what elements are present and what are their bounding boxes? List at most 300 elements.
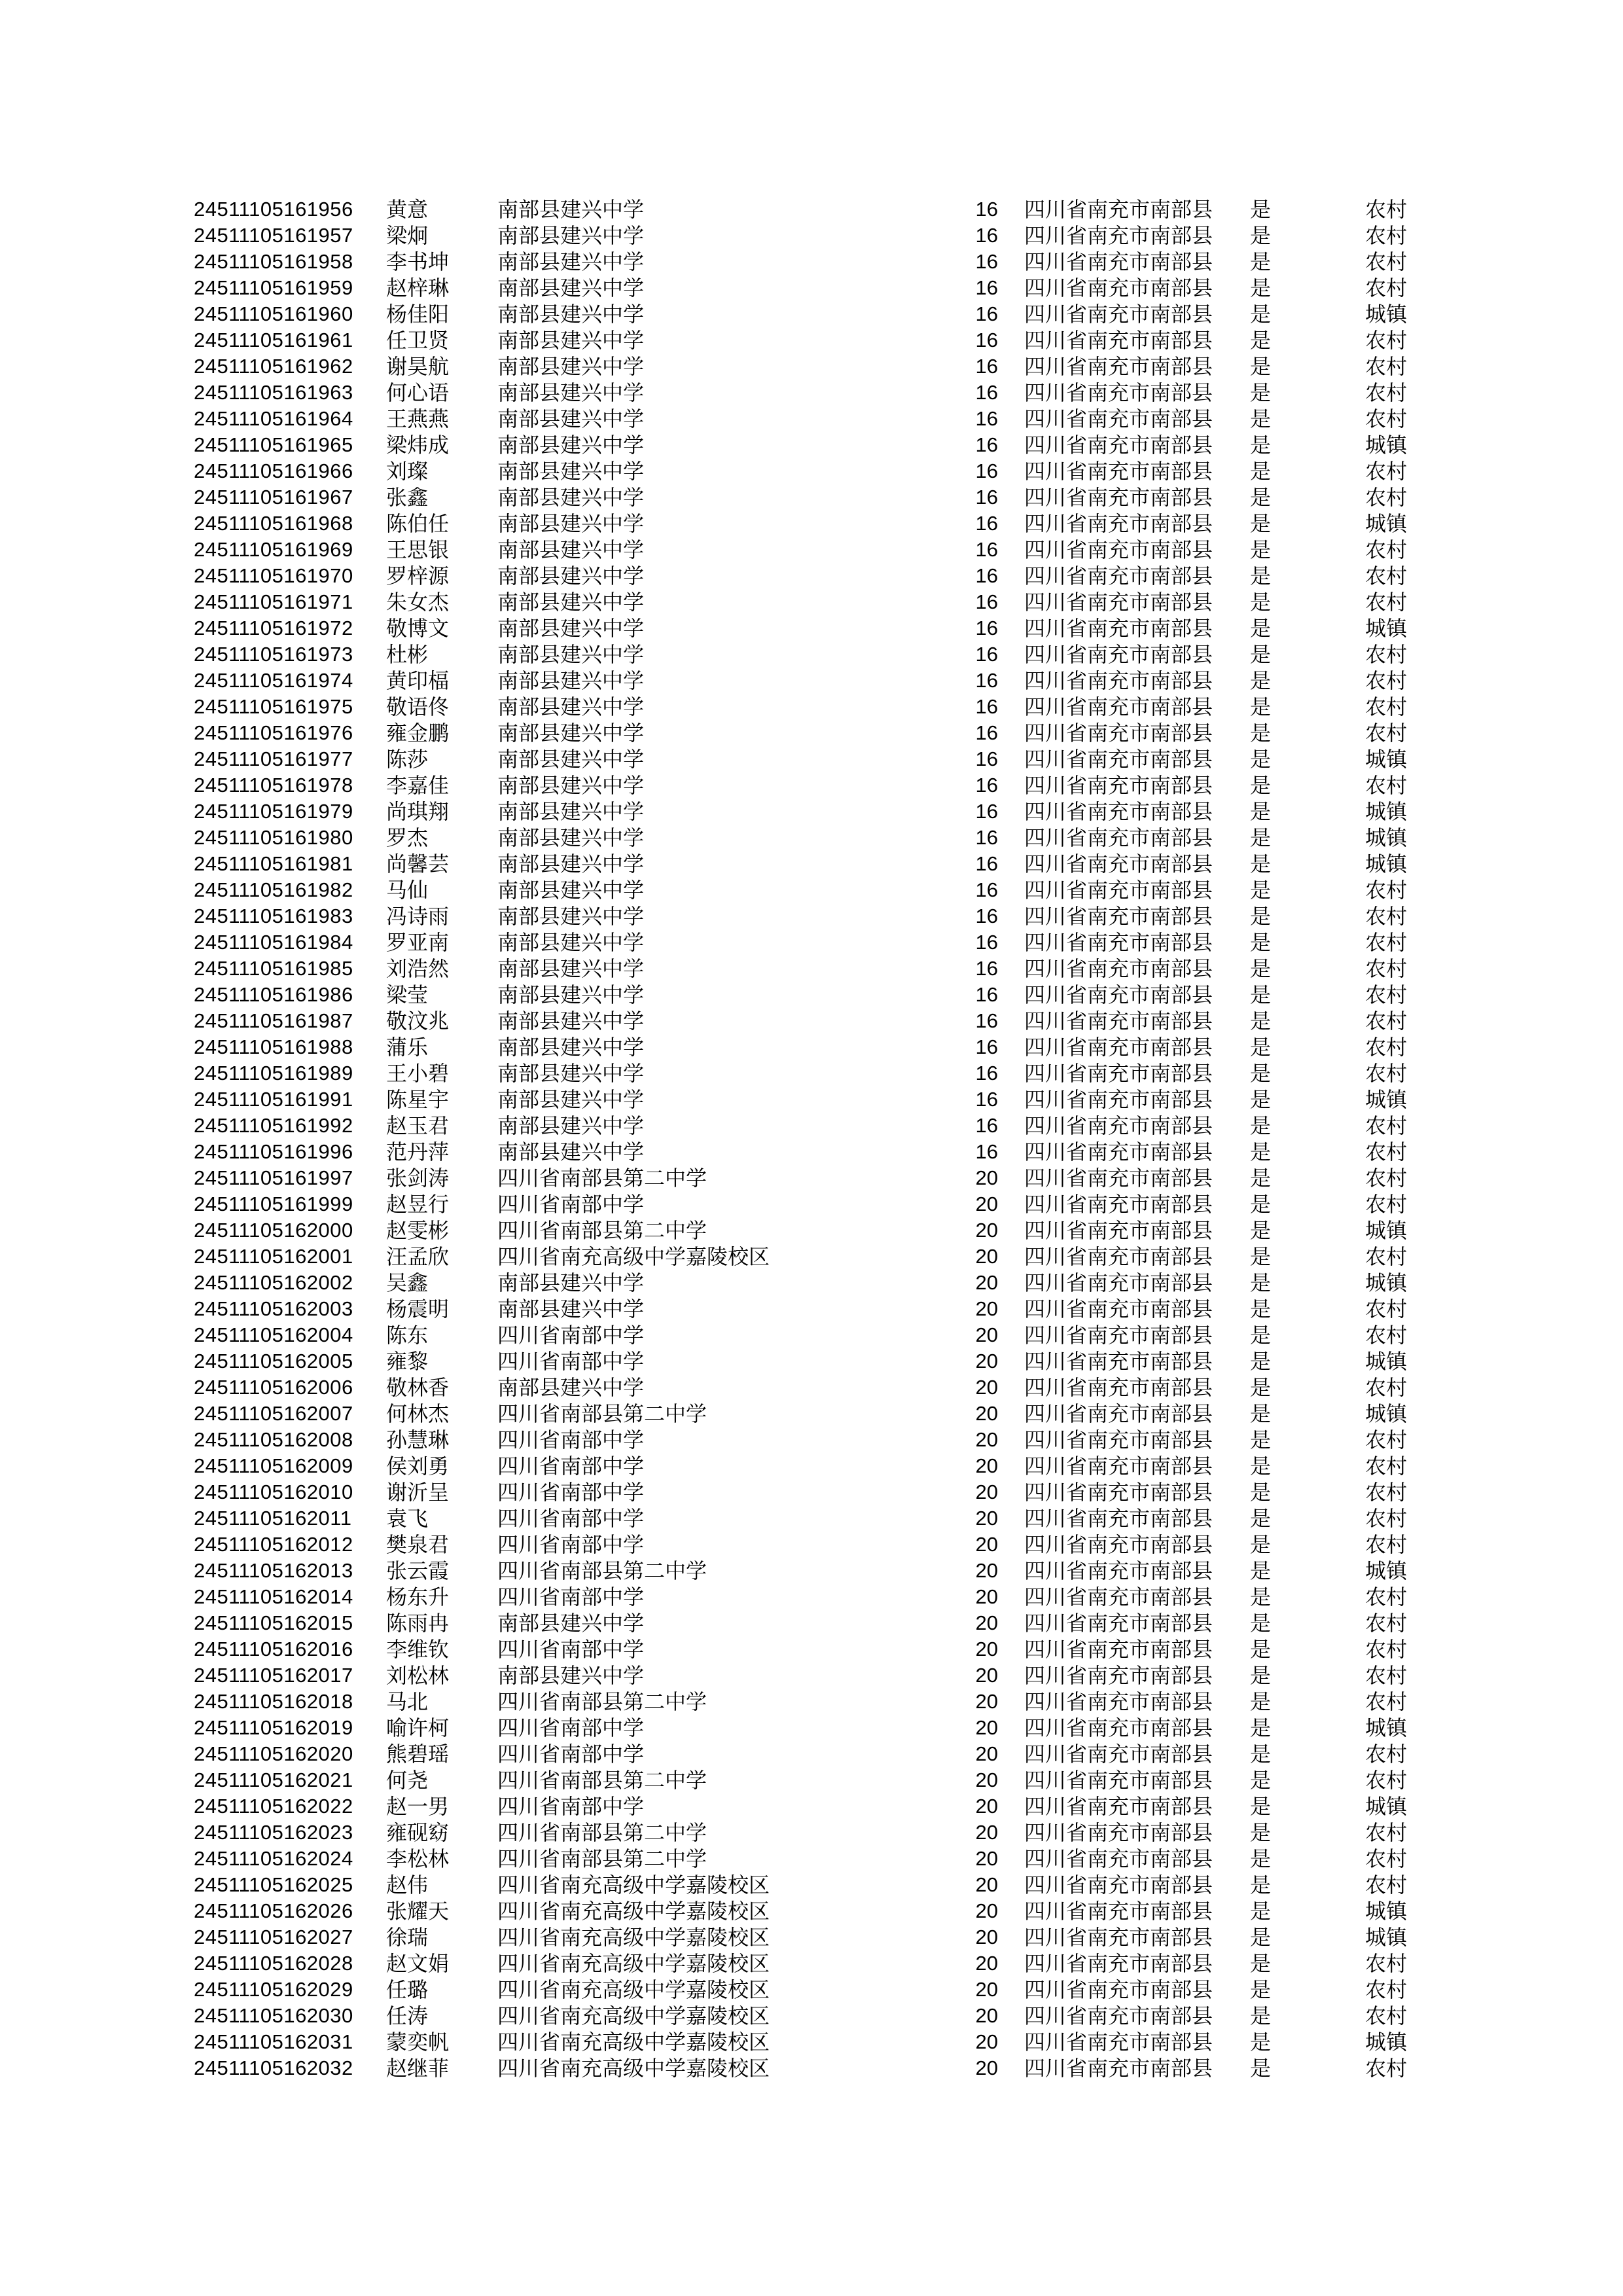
region-cell: 四川省南充市南部县 [1024,1376,1213,1399]
confirmed-cell: 是 [1250,721,1272,745]
table-row [0,589,1623,615]
confirmed-cell: 是 [1250,1140,1272,1164]
table-row [0,720,1623,746]
residence-cell: 农村 [1365,381,1408,404]
table-row [0,1270,1623,1296]
name-cell: 杨东升 [386,1585,450,1609]
residence-cell: 城镇 [1365,617,1408,640]
name-cell: 刘松林 [386,1664,450,1687]
name-cell: 赵梓琳 [386,276,450,300]
confirmed-cell: 是 [1250,1114,1272,1138]
school-cell: 南部县建兴中学 [497,800,645,823]
confirmed-cell: 是 [1250,643,1272,666]
confirmed-cell: 是 [1250,1376,1272,1399]
code-cell: 20 [975,1873,998,1896]
name-cell: 谢昊航 [386,355,450,378]
region-cell: 四川省南充市南部县 [1024,1140,1213,1164]
confirmed-cell: 是 [1250,852,1272,876]
code-cell: 16 [975,276,998,299]
code-cell: 20 [975,1821,998,1844]
exam-id-cell: 24511105162012 [194,1533,353,1556]
table-row [0,1296,1623,1322]
residence-cell: 农村 [1365,983,1408,1007]
confirmed-cell: 是 [1250,433,1272,457]
residence-cell: 农村 [1365,669,1408,692]
name-cell: 梁炯 [386,224,429,247]
residence-cell: 城镇 [1365,302,1408,326]
name-cell: 罗梓源 [386,564,450,588]
name-cell: 张耀天 [386,1899,450,1923]
school-cell: 四川省南充高级中学嘉陵校区 [497,1978,770,2001]
table-row [0,641,1623,668]
table-row [0,1898,1623,1924]
exam-id-cell: 24511105162018 [194,1690,353,1713]
confirmed-cell: 是 [1250,957,1272,980]
residence-cell: 农村 [1365,1742,1408,1766]
table-row [0,1662,1623,1689]
confirmed-cell: 是 [1250,512,1272,535]
table-row [0,432,1623,458]
confirmed-cell: 是 [1250,459,1272,483]
residence-cell: 农村 [1365,1690,1408,1713]
confirmed-cell: 是 [1250,224,1272,247]
region-cell: 四川省南充市南部县 [1024,2004,1213,2028]
school-cell: 南部县建兴中学 [497,643,645,666]
table-row [0,851,1623,877]
residence-cell: 城镇 [1365,800,1408,823]
school-cell: 四川省南充高级中学嘉陵校区 [497,1245,770,1268]
code-cell: 16 [975,905,998,927]
region-cell: 四川省南充市南部县 [1024,878,1213,902]
exam-id-cell: 24511105161960 [194,302,353,325]
exam-id-cell: 24511105162021 [194,1768,353,1791]
code-cell: 20 [975,1271,998,1294]
school-cell: 南部县建兴中学 [497,1376,645,1399]
residence-cell: 农村 [1365,250,1408,274]
code-cell: 20 [975,1219,998,1242]
table-row [0,1374,1623,1401]
table-row [0,458,1623,484]
school-cell: 南部县建兴中学 [497,459,645,483]
table-row [0,746,1623,772]
code-cell: 20 [975,1690,998,1713]
name-cell: 孙慧琳 [386,1428,450,1452]
region-cell: 四川省南充市南部县 [1024,1245,1213,1268]
residence-cell: 城镇 [1365,1716,1408,1740]
exam-id-cell: 24511105161981 [194,852,353,875]
residence-cell: 农村 [1365,1140,1408,1164]
confirmed-cell: 是 [1250,1585,1272,1609]
confirmed-cell: 是 [1250,1193,1272,1216]
school-cell: 南部县建兴中学 [497,302,645,326]
code-cell: 20 [975,1847,998,1870]
residence-cell: 城镇 [1365,512,1408,535]
region-cell: 四川省南充市南部县 [1024,1611,1213,1635]
school-cell: 四川省南充高级中学嘉陵校区 [497,1899,770,1923]
region-cell: 四川省南充市南部县 [1024,1795,1213,1818]
exam-id-cell: 24511105162004 [194,1323,353,1346]
name-cell: 任涛 [386,2004,429,2028]
name-cell: 李书坤 [386,250,450,274]
name-cell: 杨震明 [386,1297,450,1321]
exam-id-cell: 24511105161969 [194,538,353,561]
name-cell: 任卫贤 [386,329,450,352]
table-row [0,956,1623,982]
exam-id-cell: 24511105162031 [194,2030,353,2053]
residence-cell: 城镇 [1365,1899,1408,1923]
exam-id-cell: 24511105161991 [194,1088,353,1111]
table-row [0,1977,1623,2003]
residence-cell: 农村 [1365,695,1408,719]
residence-cell: 农村 [1365,957,1408,980]
code-cell: 16 [975,250,998,273]
school-cell: 四川省南充高级中学嘉陵校区 [497,1952,770,1975]
school-cell: 四川省南部县第二中学 [497,1559,707,1583]
exam-id-cell: 24511105162011 [194,1507,352,1530]
school-cell: 南部县建兴中学 [497,1035,645,1059]
exam-id-cell: 24511105162025 [194,1873,353,1896]
name-cell: 马北 [386,1690,429,1713]
region-cell: 四川省南充市南部县 [1024,905,1213,928]
exam-id-cell: 24511105161983 [194,905,353,927]
confirmed-cell: 是 [1250,1454,1272,1478]
confirmed-cell: 是 [1250,355,1272,378]
name-cell: 敬汶兆 [386,1009,450,1033]
confirmed-cell: 是 [1250,1664,1272,1687]
region-cell: 四川省南充市南部县 [1024,590,1213,614]
residence-cell: 农村 [1365,931,1408,954]
name-cell: 梁莹 [386,983,429,1007]
residence-cell: 农村 [1365,1480,1408,1504]
table-row [0,929,1623,956]
residence-cell: 农村 [1365,198,1408,221]
table-row [0,1689,1623,1715]
school-cell: 南部县建兴中学 [497,1062,645,1085]
region-cell: 四川省南充市南部县 [1024,2030,1213,2054]
exam-id-cell: 24511105162002 [194,1271,353,1294]
region-cell: 四川省南充市南部县 [1024,2056,1213,2080]
school-cell: 南部县建兴中学 [497,1271,645,1295]
name-cell: 任璐 [386,1978,429,2001]
confirmed-cell: 是 [1250,747,1272,771]
exam-id-cell: 24511105161971 [194,590,353,613]
exam-id-cell: 24511105161964 [194,407,353,430]
code-cell: 20 [975,1402,998,1425]
region-cell: 四川省南充市南部县 [1024,329,1213,352]
region-cell: 四川省南充市南部县 [1024,1297,1213,1321]
school-cell: 南部县建兴中学 [497,486,645,509]
table-row [0,1479,1623,1505]
confirmed-cell: 是 [1250,1480,1272,1504]
confirmed-cell: 是 [1250,1402,1272,1426]
school-cell: 南部县建兴中学 [497,276,645,300]
name-cell: 何林杰 [386,1402,450,1426]
region-cell: 四川省南充市南部县 [1024,800,1213,823]
confirmed-cell: 是 [1250,1088,1272,1111]
table-row [0,877,1623,903]
residence-cell: 农村 [1365,878,1408,902]
exam-id-cell: 24511105162013 [194,1559,353,1582]
residence-cell: 农村 [1365,1952,1408,1975]
region-cell: 四川省南充市南部县 [1024,983,1213,1007]
code-cell: 16 [975,407,998,430]
school-cell: 四川省南部中学 [497,1454,645,1478]
region-cell: 四川省南充市南部县 [1024,1009,1213,1033]
exam-id-cell: 24511105161999 [194,1193,353,1215]
residence-cell: 农村 [1365,407,1408,431]
school-cell: 四川省南部中学 [497,1533,645,1556]
code-cell: 16 [975,878,998,901]
exam-id-cell: 24511105161972 [194,617,353,639]
school-cell: 南部县建兴中学 [497,198,645,221]
exam-id-cell: 24511105161975 [194,695,353,718]
code-cell: 16 [975,800,998,823]
exam-id-cell: 24511105162022 [194,1795,353,1818]
confirmed-cell: 是 [1250,1323,1272,1347]
code-cell: 20 [975,1978,998,2001]
confirmed-cell: 是 [1250,381,1272,404]
name-cell: 赵继菲 [386,2056,450,2080]
name-cell: 赵一男 [386,1795,450,1818]
name-cell: 蒲乐 [386,1035,429,1059]
table-row [0,353,1623,380]
region-cell: 四川省南充市南部县 [1024,1742,1213,1766]
school-cell: 南部县建兴中学 [497,617,645,640]
residence-cell: 农村 [1365,224,1408,247]
table-row [0,1244,1623,1270]
school-cell: 四川省南部中学 [497,1193,645,1216]
name-cell: 何尧 [386,1768,429,1792]
code-cell: 20 [975,1166,998,1189]
region-cell: 四川省南充市南部县 [1024,931,1213,954]
residence-cell: 农村 [1365,1323,1408,1347]
confirmed-cell: 是 [1250,1428,1272,1452]
records-table [0,196,1623,2081]
code-cell: 20 [975,1664,998,1687]
name-cell: 陈莎 [386,747,429,771]
table-row [0,668,1623,694]
confirmed-cell: 是 [1250,1768,1272,1792]
exam-id-cell: 24511105162026 [194,1899,353,1922]
confirmed-cell: 是 [1250,1035,1272,1059]
region-cell: 四川省南充市南部县 [1024,1926,1213,1949]
exam-id-cell: 24511105161984 [194,931,353,954]
code-cell: 16 [975,669,998,692]
name-cell: 罗亚南 [386,931,450,954]
school-cell: 南部县建兴中学 [497,695,645,719]
region-cell: 四川省南充市南部县 [1024,1193,1213,1216]
region-cell: 四川省南充市南部县 [1024,1690,1213,1713]
code-cell: 20 [975,1638,998,1660]
table-row [0,1793,1623,1820]
school-cell: 南部县建兴中学 [497,957,645,980]
exam-id-cell: 24511105161968 [194,512,353,535]
school-cell: 南部县建兴中学 [497,329,645,352]
region-cell: 四川省南充市南部县 [1024,1271,1213,1295]
code-cell: 20 [975,1768,998,1791]
code-cell: 16 [975,486,998,509]
code-cell: 16 [975,1062,998,1085]
name-cell: 雍砚窈 [386,1821,450,1844]
name-cell: 雍金鹏 [386,721,450,745]
code-cell: 20 [975,1323,998,1346]
confirmed-cell: 是 [1250,2004,1272,2028]
exam-id-cell: 24511105161956 [194,198,353,221]
school-cell: 四川省南部县第二中学 [497,1690,707,1713]
residence-cell: 农村 [1365,329,1408,352]
name-cell: 陈东 [386,1323,429,1347]
exam-id-cell: 24511105162027 [194,1926,353,1948]
exam-id-cell: 24511105161976 [194,721,353,744]
school-cell: 南部县建兴中学 [497,747,645,771]
residence-cell: 农村 [1365,1821,1408,1844]
name-cell: 杨佳阳 [386,302,450,326]
table-row [0,1820,1623,1846]
name-cell: 罗杰 [386,826,429,850]
code-cell: 20 [975,1507,998,1530]
name-cell: 徐瑞 [386,1926,429,1949]
table-row [0,1034,1623,1060]
residence-cell: 农村 [1365,590,1408,614]
exam-id-cell: 24511105161978 [194,774,353,797]
code-cell: 20 [975,1716,998,1739]
school-cell: 南部县建兴中学 [497,1088,645,1111]
residence-cell: 农村 [1365,1009,1408,1033]
table-row [0,537,1623,563]
region-cell: 四川省南充市南部县 [1024,1952,1213,1975]
confirmed-cell: 是 [1250,1795,1272,1818]
exam-id-cell: 24511105161996 [194,1140,353,1163]
confirmed-cell: 是 [1250,1847,1272,1871]
code-cell: 20 [975,1926,998,1948]
name-cell: 陈伯任 [386,512,450,535]
confirmed-cell: 是 [1250,1533,1272,1556]
residence-cell: 城镇 [1365,1350,1408,1373]
table-row [0,1060,1623,1086]
confirmed-cell: 是 [1250,1611,1272,1635]
region-cell: 四川省南充市南部县 [1024,250,1213,274]
region-cell: 四川省南充市南部县 [1024,407,1213,431]
region-cell: 四川省南充市南部县 [1024,1428,1213,1452]
exam-id-cell: 24511105161979 [194,800,353,823]
table-row [0,1872,1623,1898]
exam-id-cell: 24511105161986 [194,983,353,1006]
school-cell: 南部县建兴中学 [497,721,645,745]
exam-id-cell: 24511105161967 [194,486,353,509]
region-cell: 四川省南充市南部县 [1024,302,1213,326]
region-cell: 四川省南充市南部县 [1024,1219,1213,1242]
region-cell: 四川省南充市南部县 [1024,1323,1213,1347]
exam-id-cell: 24511105161961 [194,329,353,351]
confirmed-cell: 是 [1250,1297,1272,1321]
confirmed-cell: 是 [1250,905,1272,928]
name-cell: 赵伟 [386,1873,429,1897]
code-cell: 16 [975,1035,998,1058]
region-cell: 四川省南充市南部县 [1024,459,1213,483]
table-row [0,275,1623,301]
residence-cell: 农村 [1365,1245,1408,1268]
code-cell: 20 [975,2056,998,2079]
school-cell: 南部县建兴中学 [497,250,645,274]
residence-cell: 农村 [1365,1873,1408,1897]
school-cell: 南部县建兴中学 [497,1140,645,1164]
confirmed-cell: 是 [1250,1009,1272,1033]
region-cell: 四川省南充市南部县 [1024,1821,1213,1844]
name-cell: 蒙奕帆 [386,2030,450,2054]
school-cell: 南部县建兴中学 [497,1297,645,1321]
school-cell: 南部县建兴中学 [497,931,645,954]
confirmed-cell: 是 [1250,669,1272,692]
exam-id-cell: 24511105161992 [194,1114,353,1137]
region-cell: 四川省南充市南部县 [1024,224,1213,247]
code-cell: 16 [975,931,998,954]
code-cell: 20 [975,1297,998,1320]
table-row [0,825,1623,851]
name-cell: 袁飞 [386,1507,429,1530]
code-cell: 20 [975,1952,998,1975]
exam-id-cell: 24511105161962 [194,355,353,378]
residence-cell: 农村 [1365,1664,1408,1687]
code-cell: 16 [975,852,998,875]
code-cell: 20 [975,1193,998,1215]
region-cell: 四川省南充市南部县 [1024,1585,1213,1609]
exam-id-cell: 24511105162028 [194,1952,353,1975]
table-row [0,1165,1623,1191]
residence-cell: 农村 [1365,1062,1408,1085]
confirmed-cell: 是 [1250,983,1272,1007]
code-cell: 16 [975,983,998,1006]
school-cell: 四川省南部中学 [497,1323,645,1347]
code-cell: 16 [975,1088,998,1111]
region-cell: 四川省南充市南部县 [1024,486,1213,509]
residence-cell: 城镇 [1365,826,1408,850]
school-cell: 四川省南部中学 [497,1480,645,1504]
exam-id-cell: 24511105162003 [194,1297,353,1320]
name-cell: 赵玉君 [386,1114,450,1138]
confirmed-cell: 是 [1250,1166,1272,1190]
region-cell: 四川省南充市南部县 [1024,355,1213,378]
name-cell: 熊碧瑶 [386,1742,450,1766]
code-cell: 20 [975,1350,998,1372]
school-cell: 四川省南部中学 [497,1716,645,1740]
name-cell: 敬林香 [386,1376,450,1399]
code-cell: 16 [975,617,998,639]
table-row [0,1846,1623,1872]
code-cell: 16 [975,381,998,404]
residence-cell: 城镇 [1365,1219,1408,1242]
code-cell: 20 [975,1480,998,1503]
code-cell: 20 [975,1585,998,1608]
code-cell: 20 [975,1376,998,1399]
confirmed-cell: 是 [1250,1926,1272,1949]
confirmed-cell: 是 [1250,1742,1272,1766]
residence-cell: 城镇 [1365,1271,1408,1295]
name-cell: 樊泉君 [386,1533,450,1556]
school-cell: 四川省南充高级中学嘉陵校区 [497,1873,770,1897]
name-cell: 王思银 [386,538,450,562]
school-cell: 四川省南部中学 [497,1638,645,1661]
exam-id-cell: 24511105162000 [194,1219,353,1242]
table-row [0,1950,1623,1977]
exam-id-cell: 24511105161966 [194,459,353,482]
residence-cell: 城镇 [1365,852,1408,876]
residence-cell: 农村 [1365,905,1408,928]
confirmed-cell: 是 [1250,1507,1272,1530]
confirmed-cell: 是 [1250,1638,1272,1661]
residence-cell: 城镇 [1365,2030,1408,2054]
school-cell: 南部县建兴中学 [497,826,645,850]
region-cell: 四川省南充市南部县 [1024,1062,1213,1085]
